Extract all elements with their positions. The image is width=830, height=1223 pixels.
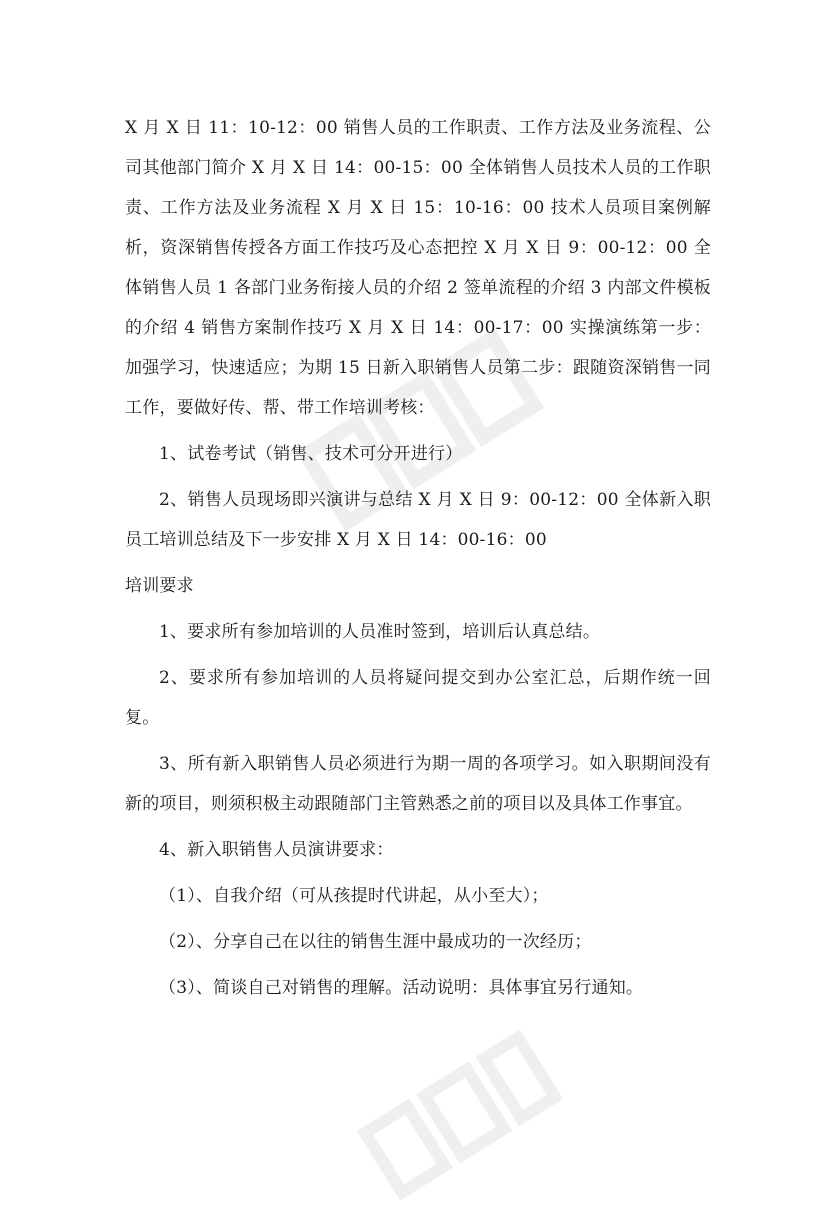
speech-requirement-item: （3）、简谈自己对销售的理解。活动说明：具体事宜另行通知。 — [159, 978, 644, 998]
requirement-item: 3、所有新入职销售人员必须进行为期一周的各项学习。如入职期间没有新的项目，则须积极主动跟随部门主管熟悉之前的项目以及具体工作事宜。 — [125, 754, 711, 814]
exam-item: 1、试卷考试（销售、技术可分开进行） — [159, 444, 463, 464]
exam-item: 2、销售人员现场即兴演讲与总结 X 月 X 日 9：00-12：00 全体新入职员工培训总结及下一步安排 X 月 X 日 14：00-16：00 — [125, 490, 711, 550]
schedule-paragraph: X 月 X 日 11：10-12：00 销售人员的工作职责、工作方法及业务流程、公司其他部门简介 X 月 X 日 14：00-15：00 全体销售人员技术人员的工作职责、工作方法及业务流程 X 月 X 日 15：10-16：00 技术人员项目案例解析，资深销售传授各方面工作技巧及心态把控 X 月 X 日 9：00-12：00 全体销售人员 1 各部门业务衔接人员的介绍 2 签单流程的介绍 3 内部文件模板的介绍 4 销售方案制作技巧 X 月 X 日 14：00-17：00 实操演练第一步：加强学习，快速适应；为期 15 日新入职销售人员第二步：跟随资深销售一同工作，要做好传、帮、带工作培训考核： — [125, 118, 711, 418]
watermark-logo-icon — [341, 1007, 579, 1223]
speech-requirement-item: （1）、自我介绍（可从孩提时代讲起，从小至大）； — [159, 886, 549, 906]
speech-requirement-item: （2）、分享自己在以往的销售生涯中最成功的一次经历； — [159, 932, 592, 952]
requirement-item: 2、要求所有参加培训的人员将疑问提交到办公室汇总，后期作统一回复。 — [125, 668, 711, 728]
requirements-heading: 培训要求 — [125, 576, 194, 596]
requirement-item: 4、新入职销售人员演讲要求： — [159, 840, 394, 860]
requirement-item: 1、要求所有参加培训的人员准时签到，培训后认真总结。 — [159, 622, 601, 642]
document-body — [125, 108, 711, 1014]
